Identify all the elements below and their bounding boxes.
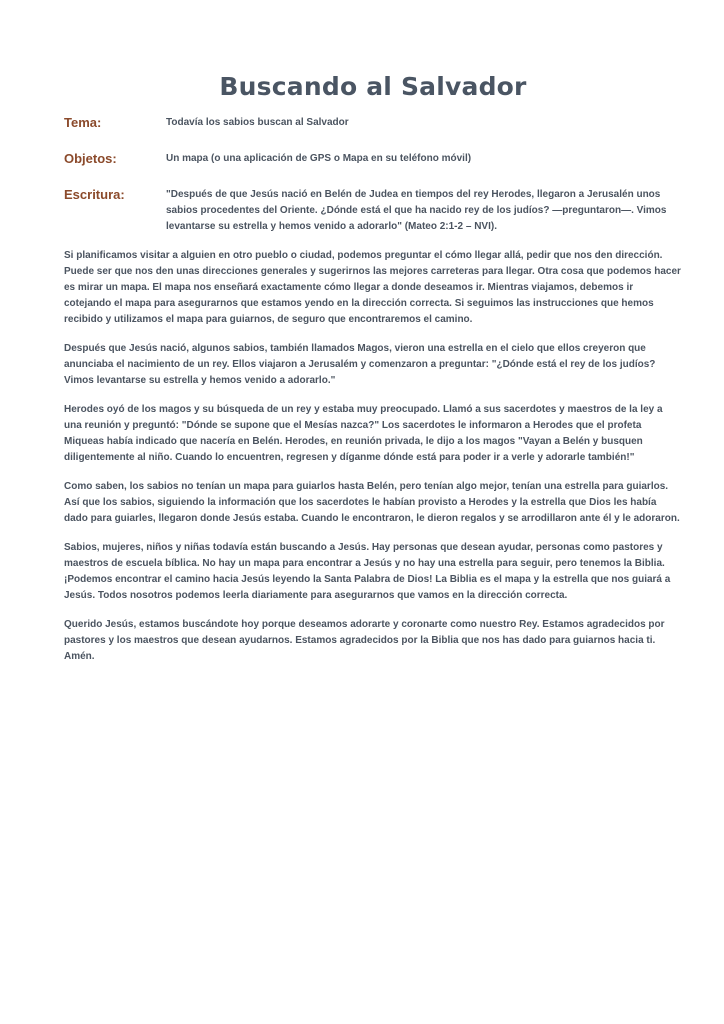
body-text — [64, 248, 682, 665]
paragraph: Después que Jesús nació, algunos sabios, también llamados Magos, vieron una estrella en el cielo que ellos creyeron que anunciaba el nacimiento de un rey. Ellos viajaron a Jerusalém y comenzaron a preguntar: "¿Dónde está el rey de los judíos? Vimos levantarse su estrella y hemos venido a adorarlo." — [64, 343, 656, 386]
paragraph: Querido Jesús, estamos buscándote hoy porque deseamos adorarte y coronarte como nuestro Rey. Estamos agradecidos por pastores y los maestros que desean ayudarnos. Estamos agradecidos por la Biblia que nos has dado para guiarnos hacia ti. Amén. — [64, 619, 665, 662]
escritura-label: Escritura: — [64, 187, 125, 202]
objetos-row — [64, 151, 682, 167]
objetos-value: Un mapa (o una aplicación de GPS o Mapa en su teléfono móvil) — [166, 153, 472, 164]
page-title: Buscando al Salvador — [219, 72, 527, 101]
tema-value: Todavía los sabios buscan al Salvador — [166, 117, 349, 128]
document-page — [64, 72, 682, 678]
tema-row — [64, 115, 682, 131]
objetos-label: Objetos: — [64, 151, 117, 166]
paragraph: Como saben, los sabios no tenían un mapa para guiarlos hasta Belén, pero tenían algo mejor, tenían una estrella para guiarlos. Así que los sabios, siguiendo la información que los sacerdotes le habían provisto a Herodes y la estrella que Dios les había dado para guiarles, llegaron donde Jesús estaba. Cuando le encontraron, le dieron regalos y se arrodillaron ante él y le adoraron. — [64, 481, 680, 524]
paragraph: Sabios, mujeres, niños y niñas todavía están buscando a Jesús. Hay personas que desean ayudar, personas como pastores y maestros de escuela bíblica. No hay un mapa para encontrar a Jesús y no hay una estrella para seguir, pero tenemos la Biblia. ¡Podemos encontrar el camino hacia Jesús leyendo la Santa Palabra de Dios! La Biblia es el mapa y la estrella que nos guiará a Jesús. Todos nosotros podemos leerla diariamente para asegurarnos que vamos en la dirección correcta. — [64, 542, 671, 601]
escritura-value: "Después de que Jesús nació en Belén de Judea en tiempos del rey Herodes, llegaron a Jerusalén unos sabios procedentes del Oriente. ¿Dónde está el que ha nacido rey de los judíos? —preguntaron—. Vimos levantarse su estrella y hemos venido a adorarlo" (Mateo 2:1-2 – NVI). — [166, 189, 667, 232]
paragraph: Herodes oyó de los magos y su búsqueda de un rey y estaba muy preocupado. Llamó a sus sacerdotes y maestros de la ley a una reunión y preguntó: "Dónde se supone que el Mesías nazca?" Los sacerdotes le informaron a Herodes que el profeta Miqueas había indicado que nacería en Belén. Herodes, en reunión privada, le dijo a los magos "Vayan a Belén y busquen diligentemente al niño. Cuando lo encuentren, regresen y díganme dónde está para poder ir a verle y adorarle también!" — [64, 404, 663, 463]
tema-label: Tema: — [64, 115, 102, 130]
paragraph: Si planificamos visitar a alguien en otro pueblo o ciudad, podemos preguntar el cómo llegar allá, pedir que nos den dirección. Puede ser que nos den unas direcciones generales y sugerirnos las mejores carreteras para llegar. Otra cosa que podemos hacer es mirar un mapa. El mapa nos enseñará exactamente cómo llegar a donde deseamos ir. Mientras viajamos, debemos ir cotejando el mapa para asegurarnos que estamos yendo en la dirección correcta. Si seguimos las instrucciones que hemos recibido y utilizamos el mapa para guiarnos, de seguro que encontraremos el camino. — [64, 250, 681, 325]
escritura-row — [64, 187, 682, 235]
